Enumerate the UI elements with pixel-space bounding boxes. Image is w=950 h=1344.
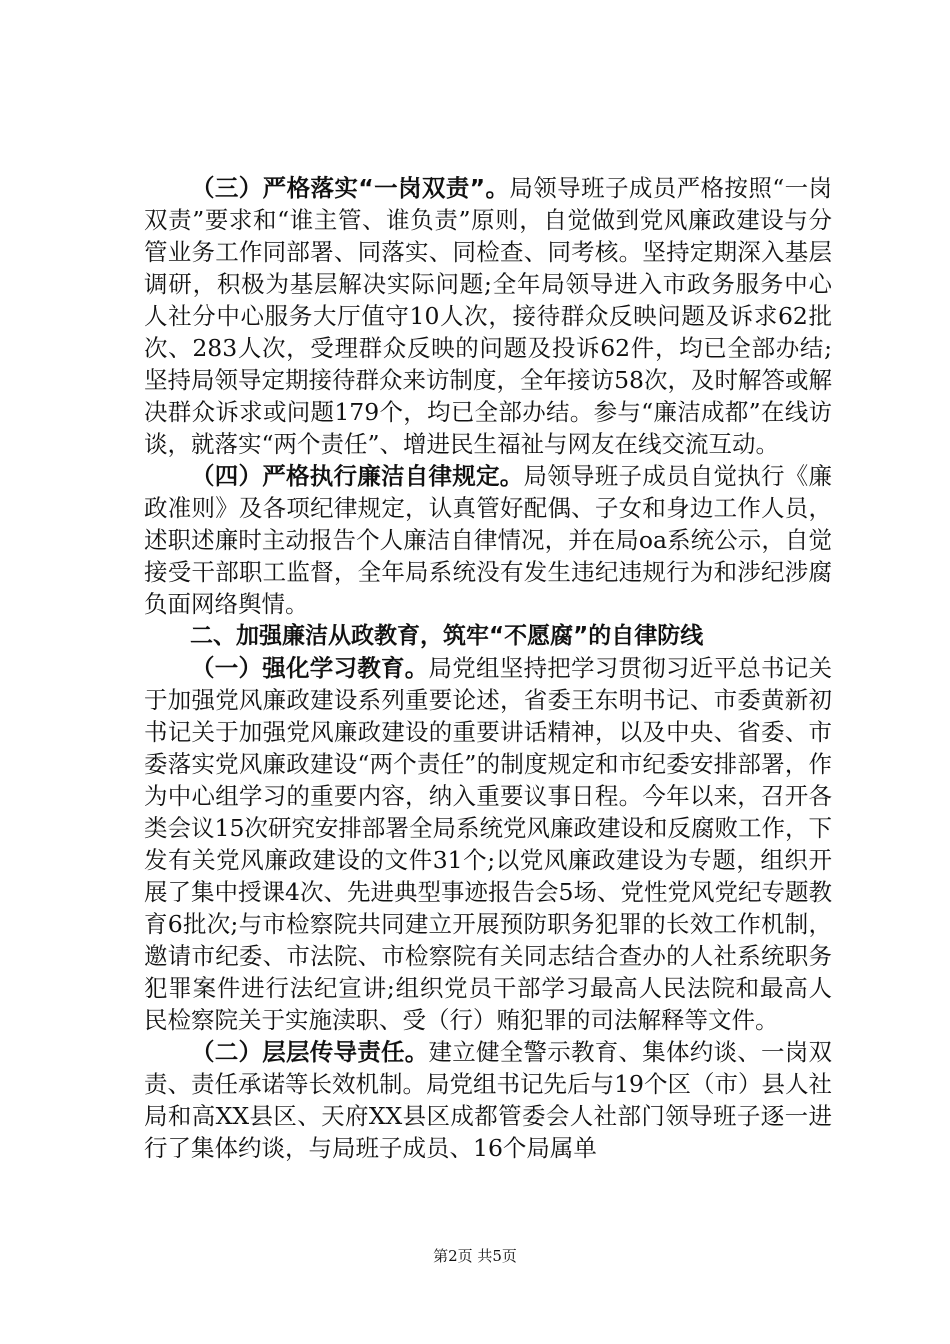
paragraph-text: 局党组坚持把学习贯彻习近平总书记关于加强党风廉政建设系列重要论述，省委王东明书记、市委黄新初书记关于加强党风廉政建设的重要讲话精神，以及中央、省委、市委落实党风廉政建设“两个责任”的制度规定和市纪委安排部署，作为中心组学习的重要内容，纳入重要议事日程。今年以来，召开各类会议15次研究安排部署全局系统党风廉政建设和反腐败工作，下发有关党风廉政建设的文件31个;以党风廉政建设为专题，组织开展了集中授课4次、先进典型事迹报告会5场、党性党风党纪专题教育6批次;与市检察院共同建立开展预防职务犯罪的长效工作机制，邀请市纪委、市法院、市检察院有关同志结合查办的人社系统职务犯罪案件进行法纪宣讲;组织党员干部学习最高人民法院和最高人民检察院关于实施渎职、受（行）贿犯罪的司法解释等文件。 <box>144 654 832 1034</box>
paragraph-three <box>144 172 832 460</box>
paragraph-lead: （四）严格执行廉洁自律规定。 <box>191 462 524 490</box>
paragraph-four <box>144 460 832 620</box>
paragraph-lead: （三）严格落实“一岗双责”。 <box>191 174 510 202</box>
paragraph-text: 局领导班子成员自觉执行《廉政准则》及各项纪律规定，认真管好配偶、子女和身边工作人员，述职述廉时主动报告个人廉洁自律情况，并在局oa系统公示，自觉接受干部职工监督，全年局系统没有发生违纪违规行为和涉纪涉腐负面网络舆情。 <box>144 462 832 618</box>
paragraph-two <box>144 1036 832 1164</box>
paragraph-lead: （二）层层传导责任。 <box>191 1038 429 1066</box>
paragraph-text: 建立健全警示教育、集体约谈、一岗双责、责任承诺等长效机制。局党组书记先后与19个区（市）县人社局和高XX县区、天府XX县区成都管委会人社部门领导班子逐一进行了集体约谈，与局班子成员、16个局属单 <box>144 1038 832 1162</box>
paragraph-lead: （一）强化学习教育。 <box>191 654 429 682</box>
page-number-footer: 第2页 共5页 <box>433 1247 517 1265</box>
paragraph-text: 局领导班子成员严格按照“一岗双责”要求和“谁主管、谁负责”原则，自觉做到党风廉政建设与分管业务工作同部署、同落实、同检查、同考核。坚持定期深入基层调研，积极为基层解决实际问题;全年局领导进入市政务服务中心人社分中心服务大厅值守10人次，接待群众反映问题及诉求62批次、283人次，受理群众反映的问题及投诉62件，均已全部办结;坚持局领导定期接待群众来访制度，全年接访58次，及时解答或解决群众诉求或问题179个，均已全部办结。参与“廉洁成都”在线访谈，就落实“两个责任”、增进民生福祉与网友在线交流互动。 <box>144 174 833 458</box>
paragraph-one <box>144 652 832 1036</box>
section-heading: 二、加强廉洁从政教育，筑牢“不愿腐”的自律防线 <box>190 623 704 649</box>
document-body <box>144 172 832 1164</box>
